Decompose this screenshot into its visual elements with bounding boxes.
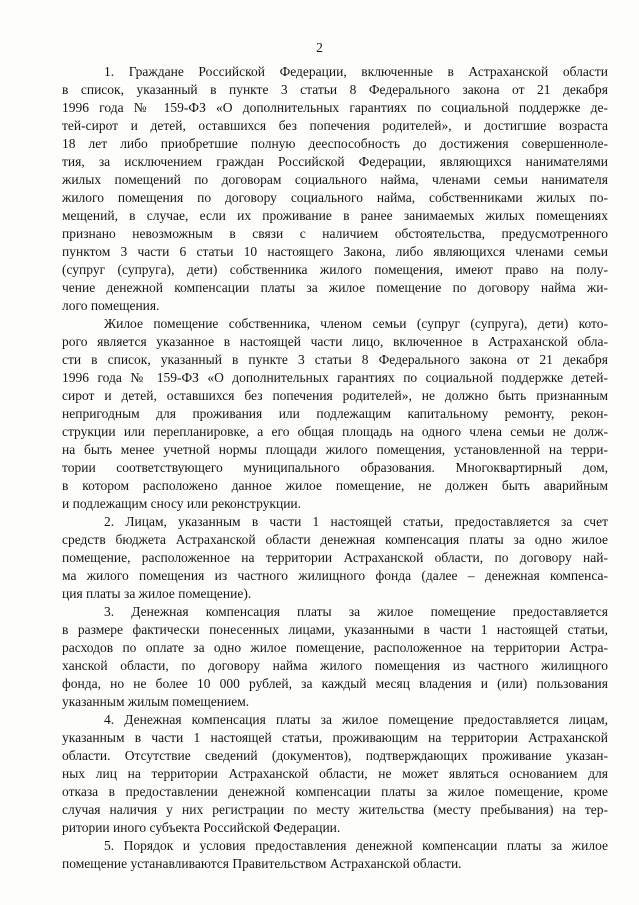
text-line: области. Отсутствие сведений (документов), подтверждающих проживание указан- xyxy=(62,748,608,763)
text-line: фонда, но не более 10 000 рублей, за каждый месяц владения и (или) пользования xyxy=(62,676,608,691)
paragraph-6 xyxy=(62,837,608,873)
text-line: чение денежной компенсации платы за жилое помещение по договору найма жи- xyxy=(62,280,608,295)
text-line: в котором расположено данное жилое помещение, не должен быть аварийным xyxy=(62,478,608,493)
text-line: 1996 года № 159-ФЗ «О дополнительных гарантиях по социальной поддержке детей- xyxy=(62,370,608,385)
text-line: отказа в предоставлении денежной компенсации платы за жилое помещение, кроме xyxy=(62,784,608,799)
text-line: 1996 года № 159-ФЗ «О дополнительных гарантиях по социальной поддержке де- xyxy=(62,100,608,115)
text-line: тия, за исключением граждан Российской Федерации, являющихся нанимателями xyxy=(62,154,608,169)
text-line: жилого помещения по договору социального найма, собственниками жилых по- xyxy=(62,190,608,205)
text-line: жилых помещений по договорам социального найма, членами семьи нанимателя xyxy=(62,172,608,187)
text-line: лого помещения. xyxy=(62,298,160,313)
text-line: указанным жилым помещением. xyxy=(62,694,250,709)
text-line: 3. Денежная компенсация платы за жилое помещение предоставляется xyxy=(104,604,608,619)
text-line: ма жилого помещения из частного жилищного фонда (далее – денежная компенса- xyxy=(62,568,608,583)
text-line: средств бюджета Астраханской области денежная компенсация платы за одно жилое xyxy=(62,532,608,547)
text-line: и подлежащим сносу или реконструкции. xyxy=(62,496,302,511)
text-line: расходов по оплате за одно жилое помещение, расположенное на территории Астра- xyxy=(62,640,608,655)
document-body xyxy=(62,63,608,873)
text-line: мещений, в случае, если их проживание в ранее занимаемых жилых помещениях xyxy=(62,208,608,223)
text-line: 1. Граждане Российской Федерации, включенные в Астраханской области xyxy=(104,64,608,79)
text-line: в размере фактически понесенных лицами, указанными в части 1 настоящей статьи, xyxy=(62,622,608,637)
text-line: 2. Лицам, указанным в части 1 настоящей статьи, предоставляется за счет xyxy=(104,514,608,529)
text-line: помещение устанавливаются Правительством Астраханской области. xyxy=(62,856,462,871)
text-line: непригодным для проживания или подлежащим капитальному ремонту, рекон- xyxy=(62,406,608,421)
text-line: ритории иного субъекта Российской Федерации. xyxy=(62,820,341,835)
text-line: помещение, расположенное на территории Астраханской области, по договору най- xyxy=(62,550,608,565)
text-line: рого является указанное в настоящей части лицо, включенное в Астраханской обла- xyxy=(62,334,608,349)
paragraph-2 xyxy=(62,315,608,513)
paragraph-4 xyxy=(62,603,608,711)
text-line: ных лиц на территории Астраханской области, не может являться основанием для xyxy=(62,766,608,781)
text-line: тей-сирот и детей, оставшихся без попечения родителей», и достигшие возраста xyxy=(62,118,608,133)
text-line: ханской области, по договору найма жилого помещения из частного жилищного xyxy=(62,658,608,673)
text-line: пунктом 3 части 6 статьи 10 настоящего Закона, либо являющихся членами семьи xyxy=(62,244,608,259)
text-line: струкции или перепланировке, а его общая площадь на одного члена семьи не долж- xyxy=(62,424,608,439)
text-line: Жилое помещение собственника, членом семьи (супруг (супруга), дети) кото- xyxy=(104,316,608,331)
text-line: в список, указанный в пункте 3 статьи 8 Федерального закона от 21 декабря xyxy=(62,82,608,97)
page-number: 2 xyxy=(316,40,323,55)
text-line: ция платы за жилое помещение). xyxy=(62,586,252,601)
text-line: (супруг (супруга), дети) собственника жилого помещения, имеют право на полу- xyxy=(62,262,608,277)
text-line: признано невозможным в связи с наличием обстоятельства, предусмотренного xyxy=(62,226,608,241)
paragraph-1 xyxy=(62,63,608,315)
text-line: 4. Денежная компенсация платы за жилое помещение предоставляется лицам, xyxy=(104,712,608,727)
text-line: случая наличия у них регистрации по месту жительства (месту пребывания) на тер- xyxy=(62,802,608,817)
text-line: на быть менее учетной нормы площади жилого помещения, установленной на терри- xyxy=(62,442,608,457)
text-line: указанным в части 1 настоящей статьи, проживающим на территории Астраханской xyxy=(62,730,608,745)
text-line: сирот и детей, оставшихся без попечения родителей», не должно быть признанным xyxy=(62,388,608,403)
text-line: сти в список, указанный в пункте 3 статьи 8 Федерального закона от 21 декабря xyxy=(62,352,608,367)
paragraph-5 xyxy=(62,711,608,837)
text-line: тории соответствующего муниципального образования. Многоквартирный дом, xyxy=(62,460,608,475)
paragraph-3 xyxy=(62,513,608,603)
text-line: 18 лет либо приобретшие полную дееспособность до достижения совершенноле- xyxy=(62,136,608,151)
text-line: 5. Порядок и условия предоставления денежной компенсации платы за жилое xyxy=(104,838,608,853)
